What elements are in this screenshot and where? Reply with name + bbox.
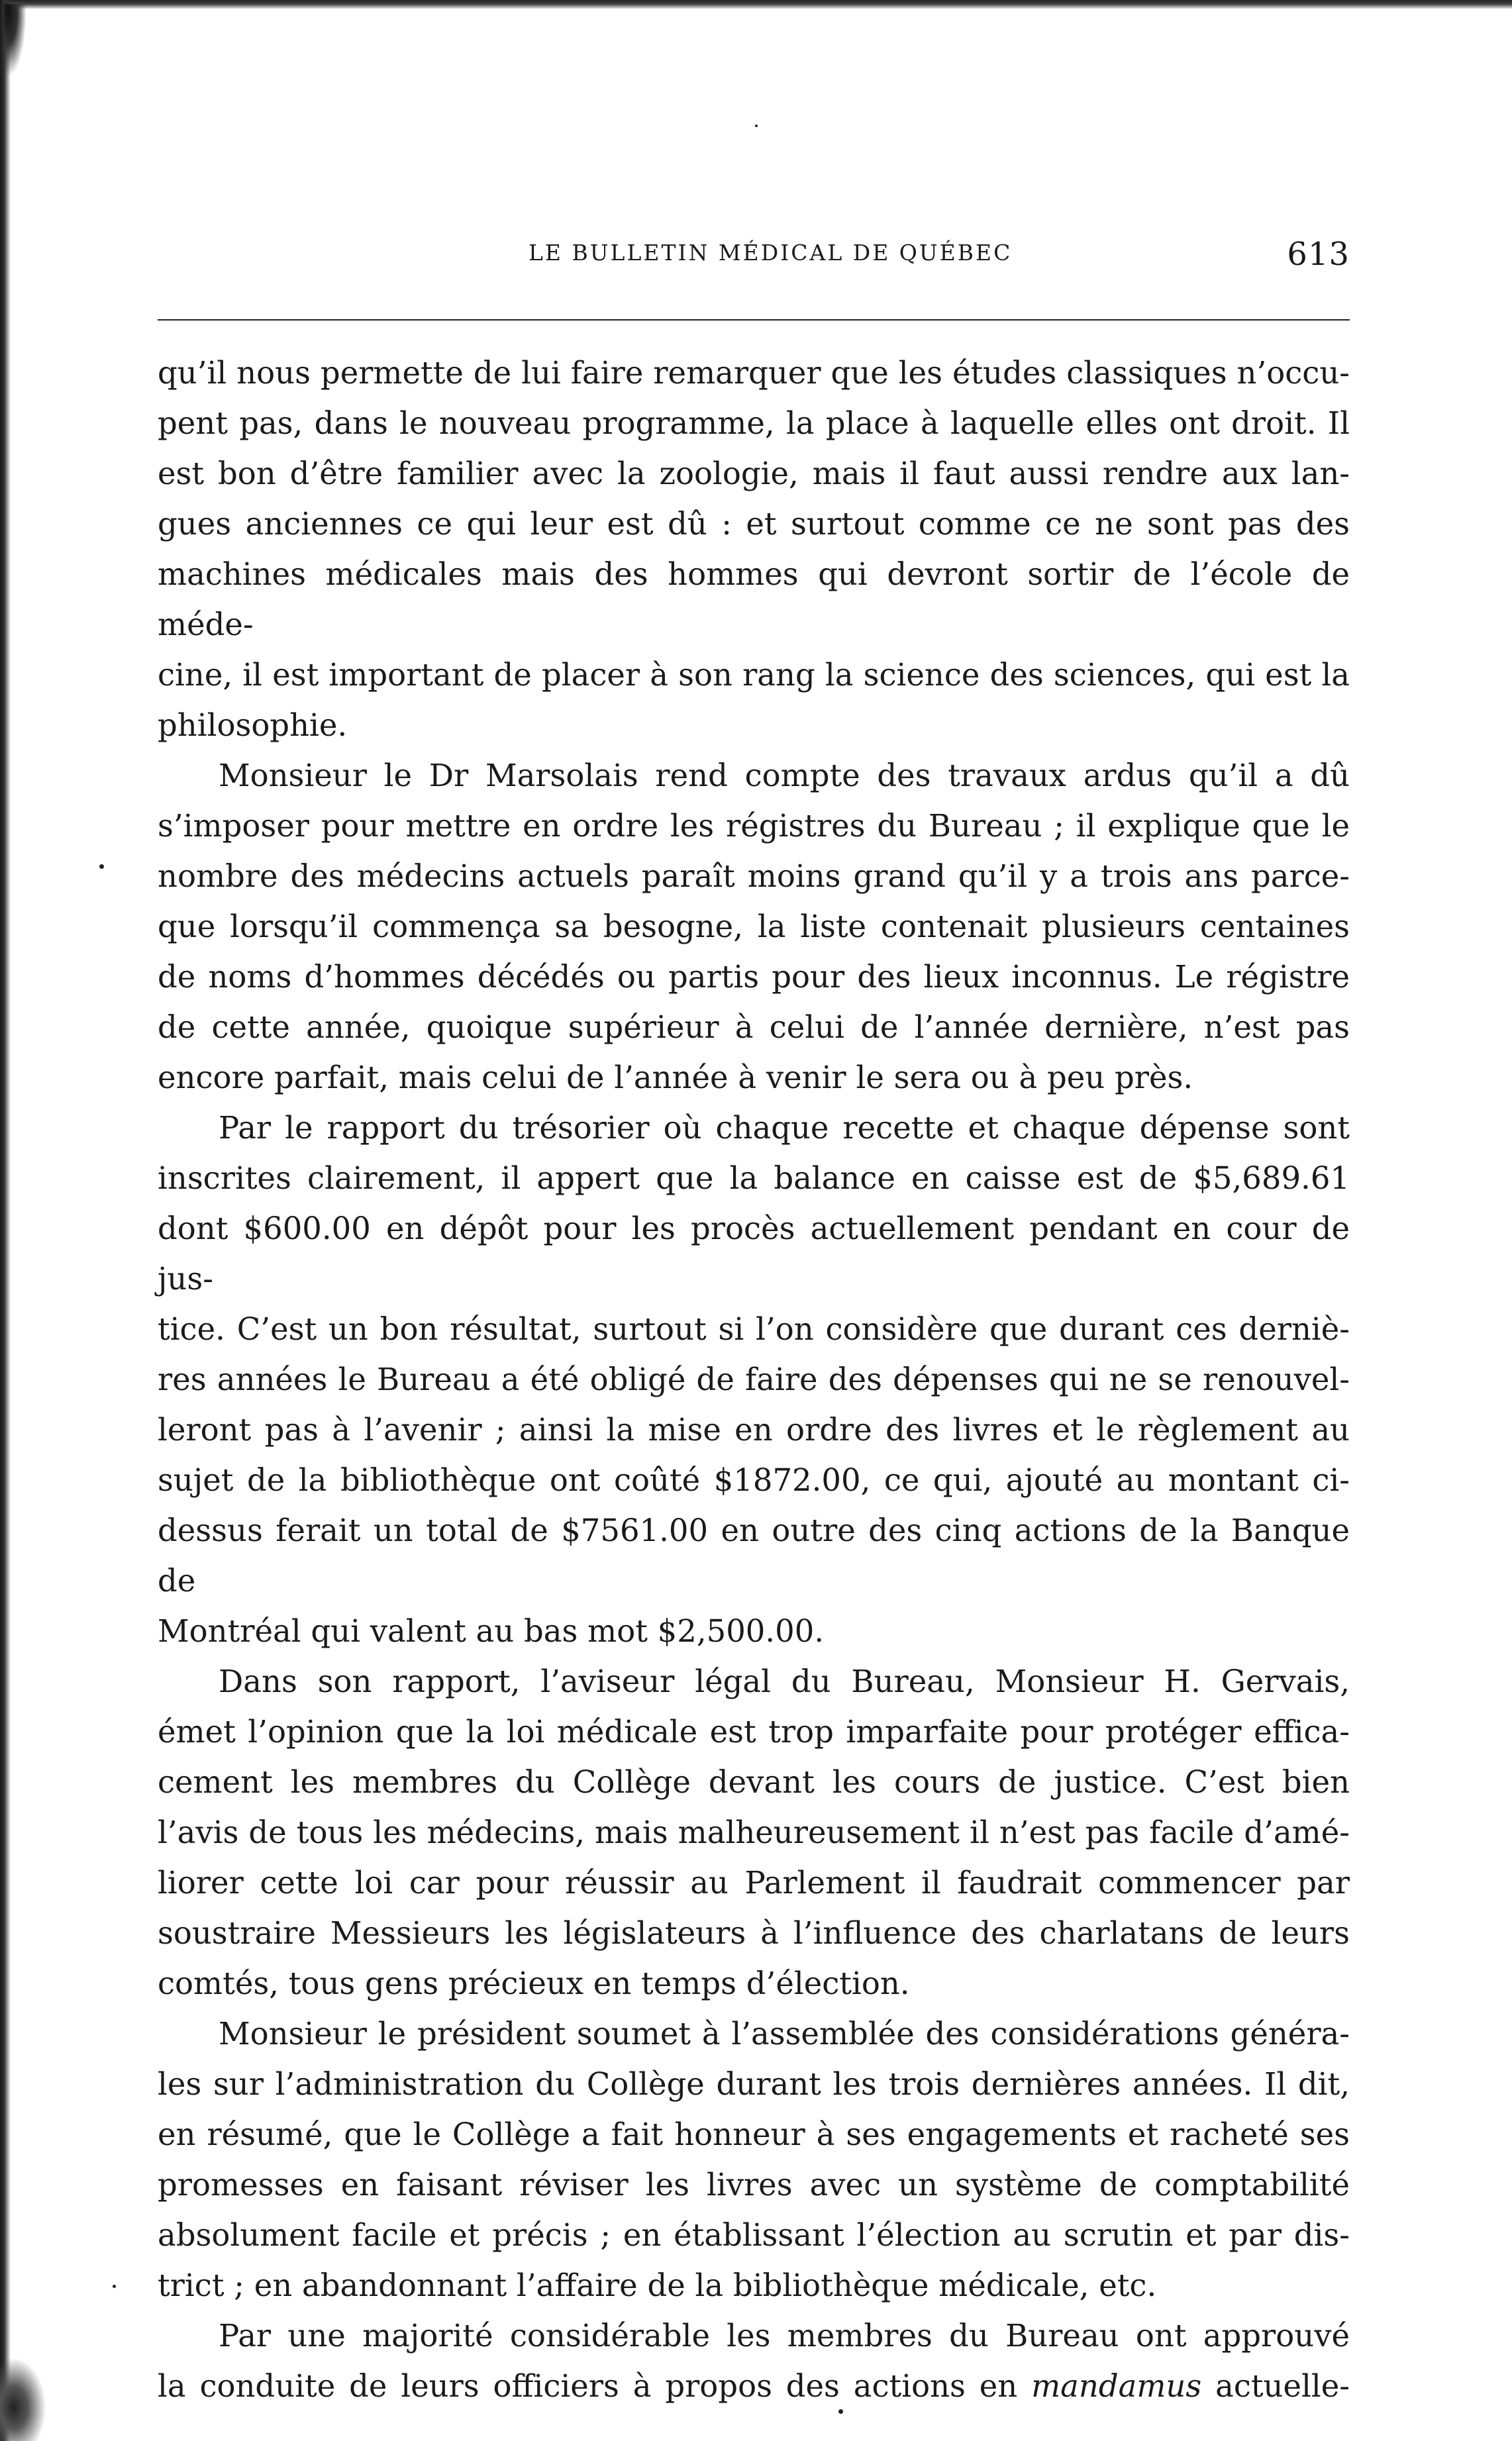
text-line: machines médicales mais des hommes qui devront sortir de l’école de méde- bbox=[158, 556, 1350, 642]
text-line: cine, il est important de placer à son rang la science des sciences, qui est la bbox=[158, 657, 1350, 693]
paragraph-1 bbox=[158, 348, 1350, 750]
paragraph-4 bbox=[158, 1656, 1350, 2009]
text-line: nombre des médecins actuels paraît moins grand qu’il y a trois ans parce- bbox=[158, 858, 1350, 894]
page-number: 613 bbox=[1287, 236, 1350, 273]
paragraph-6 bbox=[158, 2311, 1350, 2411]
scan-binding-edge bbox=[0, 0, 11, 2441]
paragraph-5 bbox=[158, 2009, 1350, 2311]
text-fragment: actuelle- bbox=[1215, 2368, 1350, 2404]
text-line: sujet de la bibliothèque ont coûté $1872.00, ce qui, ajouté au montant ci- bbox=[158, 1462, 1350, 1498]
text-line-last bbox=[158, 2361, 1350, 2411]
text-line: promesses en faisant réviser les livres avec un système de comptabilité bbox=[158, 2167, 1350, 2203]
text-line: tice. C’est un bon résultat, surtout si l’on considère que durant ces derniè- bbox=[158, 1311, 1350, 1347]
text-line: s’imposer pour mettre en ordre les régistres du Bureau ; il explique que le bbox=[158, 808, 1350, 844]
text-line: cement les membres du Collège devant les cours de justice. C’est bien bbox=[158, 1764, 1350, 1800]
text-line: res années le Bureau a été obligé de faire des dépenses qui ne se renouvel- bbox=[158, 1362, 1350, 1397]
text-line: qu’il nous permette de lui faire remarquer que les études classiques n’occu- bbox=[158, 355, 1350, 391]
text-line: que lorsqu’il commença sa besogne, la liste contenait plusieurs centaines bbox=[158, 909, 1350, 944]
text-line: Monsieur le président soumet à l’assemblée des considérations généra- bbox=[219, 2016, 1350, 2052]
text-line: Par une majorité considérable les membres du Bureau ont approuvé bbox=[219, 2318, 1350, 2354]
text-line: Montréal qui valent au bas mot $2,500.00. bbox=[158, 1613, 825, 1649]
scan-speck bbox=[755, 125, 758, 127]
text-line: inscrites clairement, il appert que la balance en caisse est de $5,689.61 bbox=[158, 1160, 1350, 1196]
text-line: dessus ferait un total de $7561.00 en outre des cinq actions de la Banque de bbox=[158, 1513, 1350, 1599]
text-line: gues anciennes ce qui leur est dû : et surtout comme ce ne sont pas des bbox=[158, 506, 1350, 542]
text-line: philosophie. bbox=[158, 707, 348, 743]
text-line: émet l’opinion que la loi médicale est trop imparfaite pour protéger effica- bbox=[158, 1714, 1350, 1750]
scan-top-edge bbox=[0, 0, 1512, 9]
text-line: de cette année, quoique supérieur à celui de l’année dernière, n’est pas bbox=[158, 1009, 1350, 1045]
header-rule bbox=[158, 319, 1350, 321]
text-line: Monsieur le Dr Marsolais rend compte des travaux ardus qu’il a dû bbox=[219, 758, 1350, 793]
paragraph-3 bbox=[158, 1103, 1350, 1656]
text-line: est bon d’être familier avec la zoologie, mais il faut aussi rendre aux lan- bbox=[158, 456, 1350, 491]
body-text bbox=[158, 348, 1350, 2411]
running-title: LE BULLETIN MÉDICAL DE QUÉBEC bbox=[529, 240, 1013, 266]
text-line: leront pas à l’avenir ; ainsi la mise en ordre des livres et le règlement au bbox=[158, 1412, 1350, 1448]
text-line: Par le rapport du trésorier où chaque recette et chaque dépense sont bbox=[219, 1110, 1350, 1146]
scan-speck bbox=[113, 2285, 116, 2288]
text-line: comtés, tous gens précieux en temps d’élection. bbox=[158, 1966, 910, 2001]
book-page bbox=[158, 225, 1350, 2404]
text-line: l’avis de tous les médecins, mais malheureusement il n’est pas facile d’amé- bbox=[158, 1815, 1350, 1850]
scan-speck bbox=[99, 864, 104, 869]
text-line: de noms d’hommes décédés ou partis pour des lieux inconnus. Le régistre bbox=[158, 959, 1350, 995]
scan-corner-smudge bbox=[4, 4, 26, 77]
text-line: liorer cette loi car pour réussir au Parlement il faudrait commencer par bbox=[158, 1865, 1350, 1901]
italic-term: mandamus bbox=[1031, 2368, 1202, 2404]
scan-bottom-smudge bbox=[0, 2358, 46, 2441]
text-line: absolument facile et précis ; en établissant l’élection au scrutin et par dis- bbox=[158, 2217, 1350, 2253]
text-line: soustraire Messieurs les législateurs à l’influence des charlatans de leurs bbox=[158, 1915, 1350, 1951]
text-fragment: la conduite de leurs officiers à propos des actions en bbox=[158, 2368, 1018, 2404]
paragraph-2 bbox=[158, 750, 1350, 1103]
running-head bbox=[158, 225, 1350, 285]
text-line: pent pas, dans le nouveau programme, la place à laquelle elles ont droit. Il bbox=[158, 405, 1350, 441]
text-line: dont $600.00 en dépôt pour les procès actuellement pendant en cour de jus- bbox=[158, 1211, 1350, 1297]
text-line: encore parfait, mais celui de l’année à venir le sera ou à peu près. bbox=[158, 1060, 1193, 1095]
text-line: en résumé, que le Collège a fait honneur à ses engagements et racheté ses bbox=[158, 2117, 1350, 2152]
text-line: les sur l’administration du Collège durant les trois dernières années. Il dit, bbox=[158, 2066, 1350, 2102]
text-line: trict ; en abandonnant l’affaire de la bibliothèque médicale, etc. bbox=[158, 2267, 1157, 2303]
text-line: Dans son rapport, l’aviseur légal du Bureau, Monsieur H. Gervais, bbox=[219, 1664, 1350, 1699]
